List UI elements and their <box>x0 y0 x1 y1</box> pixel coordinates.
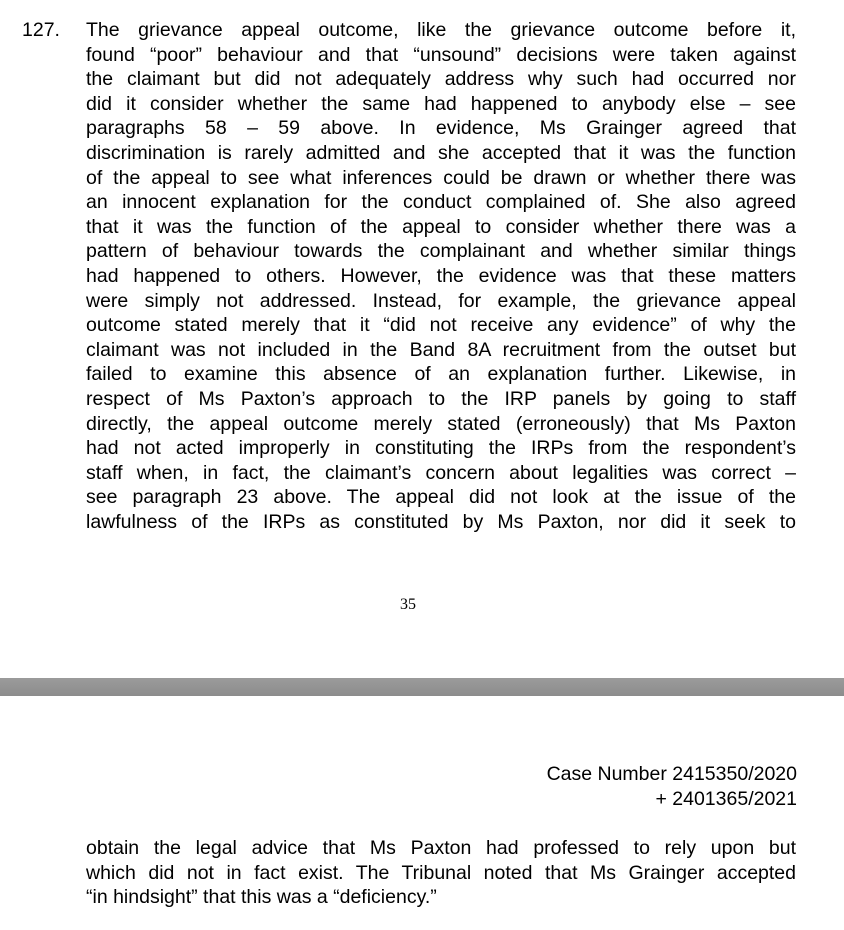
text-line: of the appeal to see what inferences could be drawn or whether there was <box>86 166 796 189</box>
text-line: found “poor” behaviour and that “unsound” decisions were taken against <box>86 43 796 66</box>
text-line: staff when, in fact, the claimant’s concern about legalities was correct – <box>86 461 796 484</box>
text-line: which did not in fact exist. The Tribunal noted that Ms Grainger accepted <box>86 861 796 884</box>
text-line: paragraphs 58 – 59 above. In evidence, Ms Grainger agreed that <box>86 117 796 140</box>
case-number-line: Case Number 2415350/2020 <box>546 763 797 785</box>
text-line: pattern of behaviour towards the complainant and whether similar things <box>86 240 796 263</box>
text-line: see paragraph 23 above. The appeal did not look at the issue of the <box>86 486 796 509</box>
text-line: were simply not addressed. Instead, for example, the grievance appeal <box>86 289 796 312</box>
page-separator <box>0 678 844 696</box>
paragraph-number: 127. <box>22 19 60 41</box>
text-line: had happened to others. However, the evidence was that these matters <box>86 265 796 287</box>
text-line: that it was the function of the appeal to consider whether there was a <box>86 215 796 238</box>
text-line: failed to examine this absence of an explanation further. Likewise, in <box>86 363 796 386</box>
text-line: The grievance appeal outcome, like the grievance outcome before it, <box>86 19 796 41</box>
text-line: obtain the legal advice that Ms Paxton had professed to rely upon but <box>86 837 796 859</box>
text-line: directly, the appeal outcome merely stated (erroneously) that Ms Paxton <box>86 412 796 435</box>
page-number: 35 <box>400 596 416 613</box>
case-number-header <box>547 762 797 811</box>
text-line: lawfulness of the IRPs as constituted by Ms Paxton, nor did it seek to <box>86 511 796 533</box>
text-line: respect of Ms Paxton’s approach to the IRP panels by going to staff <box>86 388 796 410</box>
text-line: did it consider whether the same had happened to anybody else – see <box>86 92 796 115</box>
text-line: “in hindsight” that this was a “deficiency.” <box>86 886 437 909</box>
case-number-line: + 2401365/2021 <box>655 787 797 810</box>
text-line: discrimination is rarely admitted and she accepted that it was the function <box>86 142 796 164</box>
text-line: had not acted improperly in constituting the IRPs from the respondent’s <box>86 437 796 460</box>
text-line: claimant was not included in the Band 8A recruitment from the outset but <box>86 338 796 361</box>
text-line: outcome stated merely that it “did not receive any evidence” of why the <box>86 314 796 337</box>
text-line: an innocent explanation for the conduct complained of. She also agreed <box>86 191 796 214</box>
text-line: the claimant but did not adequately address why such had occurred nor <box>86 68 796 91</box>
